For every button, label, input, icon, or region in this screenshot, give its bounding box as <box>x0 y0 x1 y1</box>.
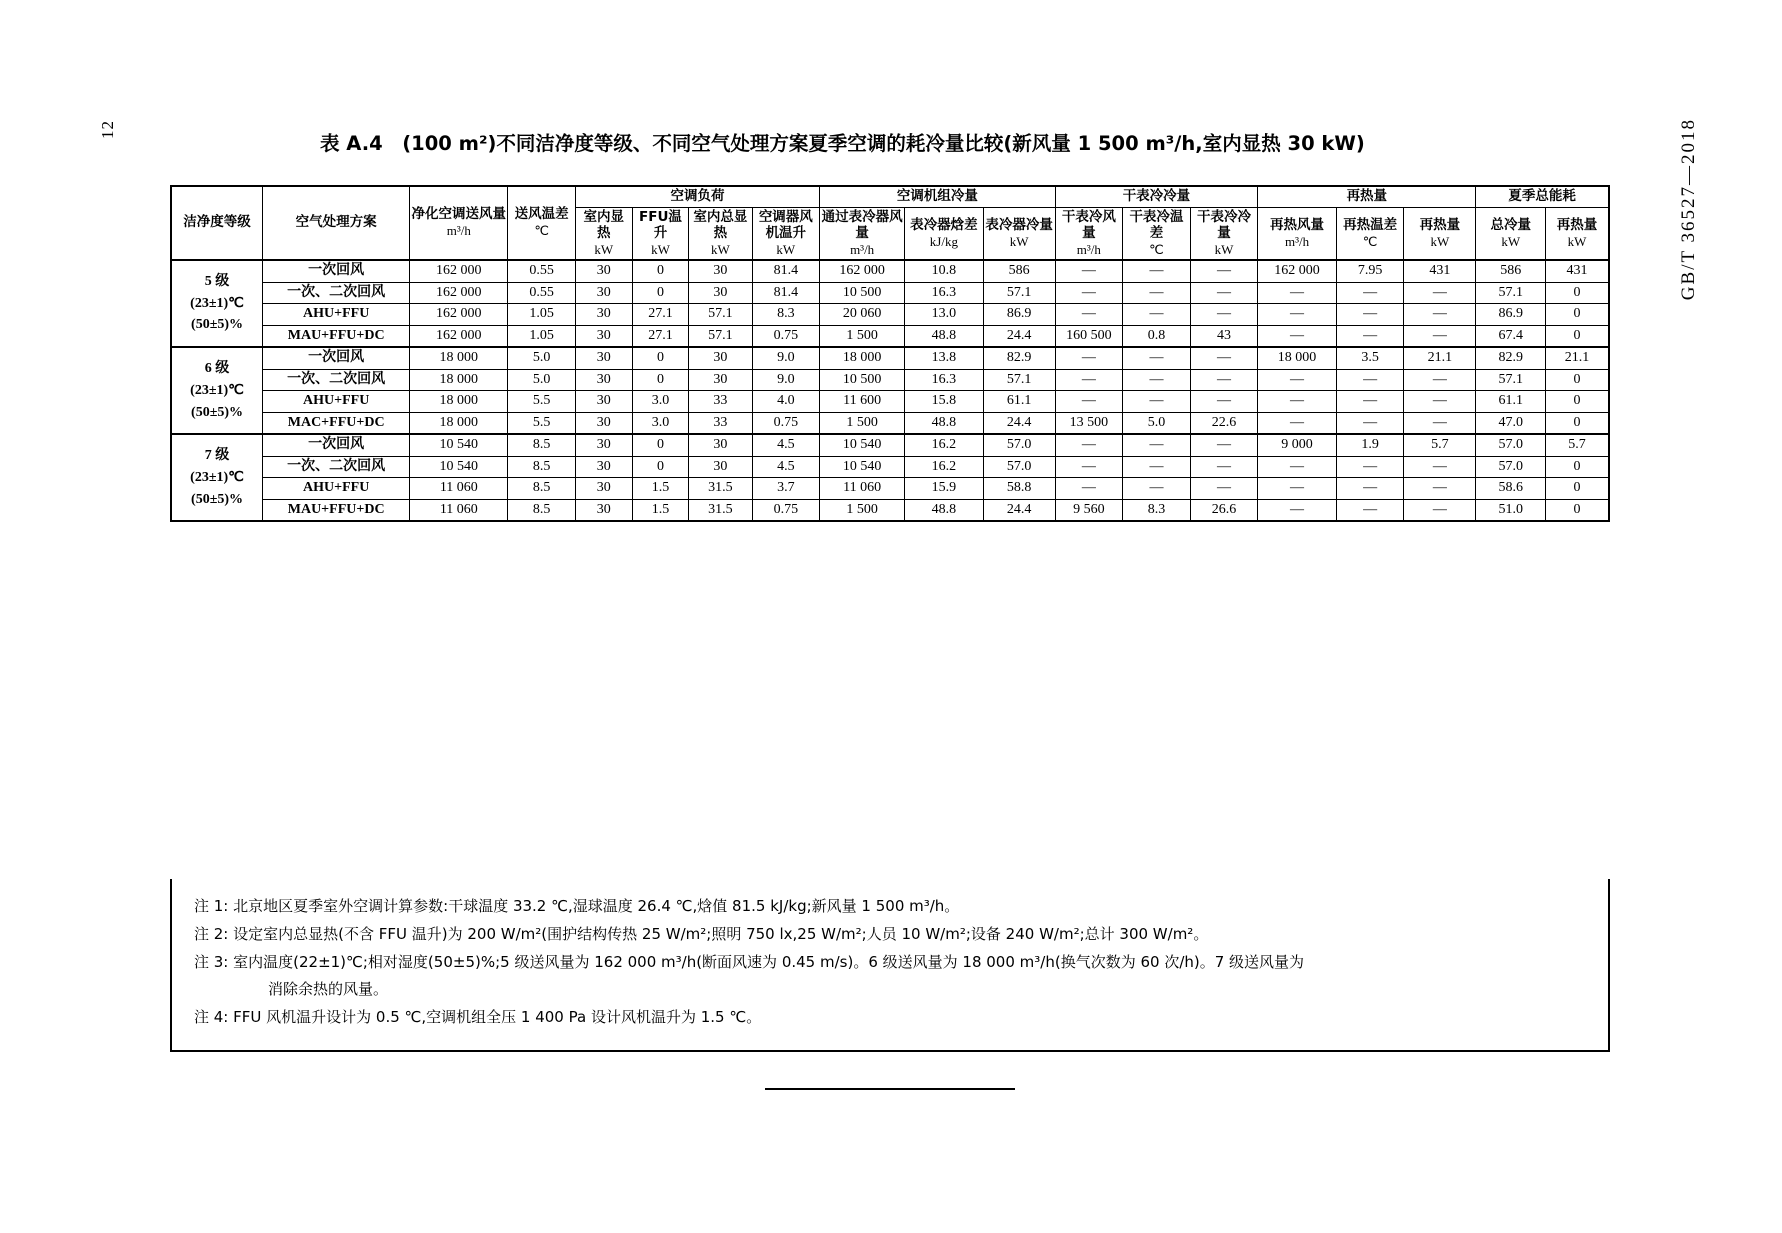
cell: — <box>1404 369 1476 391</box>
header-group-reheat: 再热量 <box>1258 186 1476 207</box>
cell: 4.0 <box>752 391 820 413</box>
cell: 13.0 <box>905 304 983 326</box>
cell: 0.55 <box>508 260 576 282</box>
table-row <box>171 304 1609 326</box>
cell: 67.4 <box>1476 325 1546 347</box>
cell: 81.4 <box>752 260 820 282</box>
cell: — <box>1123 369 1191 391</box>
header-supply-airflow: 净化空调送风量 m³/h <box>410 186 508 260</box>
cell: 30 <box>575 347 632 369</box>
header-supply-dt: 送风温差 ℃ <box>508 186 576 260</box>
cell: 162 000 <box>410 282 508 304</box>
cell: — <box>1336 478 1404 500</box>
cell: 1 500 <box>820 499 905 521</box>
cell: — <box>1258 325 1336 347</box>
cell: 57.0 <box>983 456 1055 478</box>
cell: 5.0 <box>508 347 576 369</box>
cell: 10 540 <box>820 434 905 456</box>
header-fan-rise: 空调器风机温升 kW <box>752 207 820 260</box>
note-item: 注 4: FFU 风机温升设计为 0.5 ℃,空调机组全压 1 400 Pa 设计风机温升为 1.5 ℃。 <box>194 1008 762 1026</box>
cell: 30 <box>575 260 632 282</box>
cell: 160 500 <box>1055 325 1123 347</box>
cell: 3.0 <box>632 412 689 434</box>
cell: 61.1 <box>1476 391 1546 413</box>
header-reheat-airflow: 再热风量 m³/h <box>1258 207 1336 260</box>
note-item: 注 3: 室内温度(22±1)℃;相对湿度(50±5)%;5 级送风量为 162 000 m³/h(断面风速为 0.45 m/s)。6 级送风量为 18 000 m³/h(换气次数为 60 次/h)。7 级送风量为 <box>194 952 1305 971</box>
cell: 30 <box>575 325 632 347</box>
cell: — <box>1055 434 1123 456</box>
cell: 30 <box>689 369 752 391</box>
cell: 5.0 <box>1123 412 1191 434</box>
cell: 0.75 <box>752 499 820 521</box>
cell: 3.0 <box>632 391 689 413</box>
cell: 1.05 <box>508 325 576 347</box>
cell: 9 560 <box>1055 499 1123 521</box>
header-dry-coil-cooling: 干表冷冷量 kW <box>1190 207 1258 260</box>
cell: 8.5 <box>508 478 576 500</box>
table-row <box>171 499 1609 521</box>
cell: 48.8 <box>905 325 983 347</box>
cell: 11 060 <box>410 478 508 500</box>
table-row <box>171 260 1609 282</box>
cell: — <box>1123 282 1191 304</box>
cell: — <box>1123 391 1191 413</box>
cell: 1.5 <box>632 478 689 500</box>
cell: 16.2 <box>905 434 983 456</box>
cell: 3.7 <box>752 478 820 500</box>
cell: 0.55 <box>508 282 576 304</box>
cell: 4.5 <box>752 456 820 478</box>
cell: 57.1 <box>1476 282 1546 304</box>
cell: 1.05 <box>508 304 576 326</box>
cell: 0 <box>1546 369 1609 391</box>
cell: 24.4 <box>983 412 1055 434</box>
cell: 30 <box>575 391 632 413</box>
cell: — <box>1336 412 1404 434</box>
group-header-row <box>171 186 1609 207</box>
cell: 10.8 <box>905 260 983 282</box>
cell: 0 <box>632 282 689 304</box>
table-container <box>170 185 1610 522</box>
cell: 10 540 <box>410 434 508 456</box>
cell: 3.5 <box>1336 347 1404 369</box>
cell: — <box>1055 478 1123 500</box>
grade-cell-6: 6 级 (23±1)℃ (50±5)% <box>171 347 263 434</box>
table-row <box>171 325 1609 347</box>
header-coil-enthalpy-diff: 表冷器焓差 kJ/kg <box>905 207 983 260</box>
cell: 48.8 <box>905 499 983 521</box>
cell: 10 500 <box>820 282 905 304</box>
note-item-continuation: 消除余热的风量。 <box>268 980 389 999</box>
cell: — <box>1190 391 1258 413</box>
cell: 162 000 <box>820 260 905 282</box>
cell: 9.0 <box>752 369 820 391</box>
scheme-cell: MAU+FFU+DC <box>263 325 410 347</box>
table-row <box>171 434 1609 456</box>
header-group-dry-coil: 干表冷冷量 <box>1055 186 1258 207</box>
header-total-reheat: 再热量 kW <box>1546 207 1609 260</box>
table-row <box>171 391 1609 413</box>
header-indoor-sensible: 室内显热 kW <box>575 207 632 260</box>
cell: 26.6 <box>1190 499 1258 521</box>
cell: 57.0 <box>983 434 1055 456</box>
header-ffu-rise: FFU温升 kW <box>632 207 689 260</box>
cell: 61.1 <box>983 391 1055 413</box>
cell: 31.5 <box>689 478 752 500</box>
cell: 33 <box>689 412 752 434</box>
cell: 18 000 <box>410 412 508 434</box>
cell: — <box>1190 456 1258 478</box>
cell: 5.0 <box>508 369 576 391</box>
cell: 162 000 <box>1258 260 1336 282</box>
scheme-cell: MAC+FFU+DC <box>263 412 410 434</box>
cell: 5.7 <box>1404 434 1476 456</box>
table-notes <box>170 879 1610 1052</box>
cell: 30 <box>689 347 752 369</box>
cell: — <box>1055 456 1123 478</box>
grade-cell-5: 5 级 (23±1)℃ (50±5)% <box>171 260 263 347</box>
cell: 15.8 <box>905 391 983 413</box>
cell: 1.5 <box>632 499 689 521</box>
scheme-cell: 一次、二次回风 <box>263 282 410 304</box>
cell: 0.8 <box>1123 325 1191 347</box>
header-dry-coil-dt: 干表冷温差 ℃ <box>1123 207 1191 260</box>
cell: 0 <box>1546 499 1609 521</box>
cell: 162 000 <box>410 325 508 347</box>
standard-code: GB/T 36527—2018 <box>1678 118 1699 301</box>
cell: 22.6 <box>1190 412 1258 434</box>
cell: — <box>1190 260 1258 282</box>
cell: — <box>1123 478 1191 500</box>
cell: 18 000 <box>410 391 508 413</box>
note-item: 注 2: 设定室内总显热(不含 FFU 温升)为 200 W/m²(围护结构传热 25 W/m²;照明 750 lx,25 W/m²;人员 10 W/m²;设备 240 W/m²;总计 300 W/m²。 <box>194 924 1209 943</box>
cell: 0 <box>1546 412 1609 434</box>
scheme-cell: AHU+FFU <box>263 391 410 413</box>
cell: 5.5 <box>508 412 576 434</box>
cell: 0 <box>632 260 689 282</box>
cell: 0 <box>632 369 689 391</box>
cell: 10 540 <box>820 456 905 478</box>
cell: 30 <box>575 304 632 326</box>
table-row <box>171 456 1609 478</box>
cell: 30 <box>575 478 632 500</box>
cell: 1 500 <box>820 325 905 347</box>
footer-rule <box>765 1088 1015 1090</box>
cell: 162 000 <box>410 304 508 326</box>
cell: — <box>1190 478 1258 500</box>
cell: 0 <box>1546 325 1609 347</box>
cell: — <box>1258 499 1336 521</box>
cell: 57.0 <box>1476 434 1546 456</box>
cell: 30 <box>575 412 632 434</box>
cell: 16.2 <box>905 456 983 478</box>
cell: 27.1 <box>632 304 689 326</box>
cell: 0 <box>1546 391 1609 413</box>
cell: — <box>1190 304 1258 326</box>
cell: 20 060 <box>820 304 905 326</box>
cell: 16.3 <box>905 282 983 304</box>
cell: 8.5 <box>508 456 576 478</box>
cell: 0 <box>1546 478 1609 500</box>
cell: — <box>1404 391 1476 413</box>
scheme-cell: 一次、二次回风 <box>263 369 410 391</box>
scheme-cell: 一次、二次回风 <box>263 456 410 478</box>
cell: 0.75 <box>752 412 820 434</box>
header-coil-airflow: 通过表冷器风量 m³/h <box>820 207 905 260</box>
cell: 10 500 <box>820 369 905 391</box>
header-reheat-amount: 再热量 kW <box>1404 207 1476 260</box>
cell: — <box>1190 369 1258 391</box>
cell: 0.75 <box>752 325 820 347</box>
cell: 57.1 <box>689 304 752 326</box>
cell: 11 060 <box>820 478 905 500</box>
table-row <box>171 282 1609 304</box>
cell: — <box>1258 478 1336 500</box>
cell: — <box>1404 456 1476 478</box>
cell: — <box>1190 347 1258 369</box>
cell: 43 <box>1190 325 1258 347</box>
header-group-total-energy: 夏季总能耗 <box>1476 186 1609 207</box>
table-title: 表 A.4 (100 m²)不同洁净度等级、不同空气处理方案夏季空调的耗冷量比较(新风量 1 500 m³/h,室内显热 30 kW) <box>320 132 1365 155</box>
table-body <box>171 260 1609 521</box>
table-row <box>171 478 1609 500</box>
cell: 57.1 <box>689 325 752 347</box>
comparison-table <box>170 185 1610 522</box>
scheme-cell: AHU+FFU <box>263 478 410 500</box>
cell: — <box>1055 304 1123 326</box>
cell: 13.8 <box>905 347 983 369</box>
cell: 8.5 <box>508 434 576 456</box>
cell: — <box>1123 347 1191 369</box>
cell: 9 000 <box>1258 434 1336 456</box>
cell: — <box>1123 434 1191 456</box>
cell: — <box>1055 260 1123 282</box>
scheme-cell: 一次回风 <box>263 260 410 282</box>
cell: 47.0 <box>1476 412 1546 434</box>
cell: 86.9 <box>1476 304 1546 326</box>
cell: 586 <box>1476 260 1546 282</box>
cell: 51.0 <box>1476 499 1546 521</box>
header-indoor-total-sensible: 室内总显热 kW <box>689 207 752 260</box>
cell: 16.3 <box>905 369 983 391</box>
cell: — <box>1258 456 1336 478</box>
cell: 30 <box>575 434 632 456</box>
header-group-ac-unit-cooling: 空调机组冷量 <box>820 186 1055 207</box>
cell: — <box>1404 499 1476 521</box>
cell: 33 <box>689 391 752 413</box>
cell: — <box>1190 282 1258 304</box>
cell: — <box>1258 282 1336 304</box>
cell: 7.95 <box>1336 260 1404 282</box>
cell: 431 <box>1546 260 1609 282</box>
cell: — <box>1258 304 1336 326</box>
cell: 30 <box>689 260 752 282</box>
cell: 0 <box>1546 304 1609 326</box>
cell: 18 000 <box>410 347 508 369</box>
cell: 24.4 <box>983 325 1055 347</box>
cell: — <box>1258 369 1336 391</box>
cell: 10 540 <box>410 456 508 478</box>
cell: — <box>1055 347 1123 369</box>
grade-cell-7: 7 级 (23±1)℃ (50±5)% <box>171 434 263 521</box>
page-number: 12 <box>98 120 117 139</box>
cell: 586 <box>983 260 1055 282</box>
header-scheme: 空气处理方案 <box>263 186 410 260</box>
scheme-cell: MAU+FFU+DC <box>263 499 410 521</box>
cell: 9.0 <box>752 347 820 369</box>
cell: 57.1 <box>1476 369 1546 391</box>
note-item: 注 1: 北京地区夏季室外空调计算参数:干球温度 33.2 ℃,湿球温度 26.4 ℃,焓值 81.5 kJ/kg;新风量 1 500 m³/h。 <box>194 897 960 915</box>
cell: 27.1 <box>632 325 689 347</box>
cell: 0 <box>1546 282 1609 304</box>
cell: 162 000 <box>410 260 508 282</box>
cell: — <box>1258 412 1336 434</box>
table-head <box>171 186 1609 260</box>
cell: 81.4 <box>752 282 820 304</box>
cell: 5.5 <box>508 391 576 413</box>
cell: — <box>1336 456 1404 478</box>
cell: — <box>1404 282 1476 304</box>
cell: — <box>1336 282 1404 304</box>
cell: 18 000 <box>1258 347 1336 369</box>
cell: — <box>1258 391 1336 413</box>
cell: 31.5 <box>689 499 752 521</box>
cell: 82.9 <box>1476 347 1546 369</box>
cell: 30 <box>575 282 632 304</box>
cell: — <box>1190 434 1258 456</box>
cell: 0 <box>632 434 689 456</box>
cell: 30 <box>689 456 752 478</box>
cell: 24.4 <box>983 499 1055 521</box>
cell: — <box>1336 304 1404 326</box>
cell: 0 <box>1546 456 1609 478</box>
cell: 86.9 <box>983 304 1055 326</box>
cell: 30 <box>575 499 632 521</box>
cell: — <box>1055 282 1123 304</box>
cell: 30 <box>575 456 632 478</box>
table-row <box>171 412 1609 434</box>
scheme-cell: AHU+FFU <box>263 304 410 326</box>
cell: 58.6 <box>1476 478 1546 500</box>
cell: — <box>1404 325 1476 347</box>
cell: — <box>1123 456 1191 478</box>
cell: — <box>1336 325 1404 347</box>
cell: 8.3 <box>1123 499 1191 521</box>
cell: — <box>1123 304 1191 326</box>
header-coil-cooling: 表冷器冷量 kW <box>983 207 1055 260</box>
cell: 18 000 <box>820 347 905 369</box>
cell: 57.1 <box>983 369 1055 391</box>
cell: — <box>1055 369 1123 391</box>
cell: — <box>1123 260 1191 282</box>
cell: 8.3 <box>752 304 820 326</box>
cell: 21.1 <box>1546 347 1609 369</box>
cell: 15.9 <box>905 478 983 500</box>
cell: — <box>1404 304 1476 326</box>
cell: 4.5 <box>752 434 820 456</box>
cell: 30 <box>689 282 752 304</box>
cell: — <box>1404 478 1476 500</box>
cell: 1 500 <box>820 412 905 434</box>
cell: 0 <box>632 347 689 369</box>
cell: 5.7 <box>1546 434 1609 456</box>
cell: 21.1 <box>1404 347 1476 369</box>
cell: 0 <box>632 456 689 478</box>
cell: — <box>1336 369 1404 391</box>
header-group-ac-load: 空调负荷 <box>575 186 819 207</box>
cell: 48.8 <box>905 412 983 434</box>
table-row <box>171 369 1609 391</box>
cell: 13 500 <box>1055 412 1123 434</box>
cell: 57.0 <box>1476 456 1546 478</box>
scheme-cell: 一次回风 <box>263 347 410 369</box>
cell: 58.8 <box>983 478 1055 500</box>
cell: 57.1 <box>983 282 1055 304</box>
header-reheat-dt: 再热温差 ℃ <box>1336 207 1404 260</box>
cell: 431 <box>1404 260 1476 282</box>
header-dry-coil-airflow: 干表冷风量 m³/h <box>1055 207 1123 260</box>
cell: 11 600 <box>820 391 905 413</box>
cell: 11 060 <box>410 499 508 521</box>
cell: — <box>1336 391 1404 413</box>
header-total-cooling: 总冷量 kW <box>1476 207 1546 260</box>
cell: 30 <box>575 369 632 391</box>
cell: 8.5 <box>508 499 576 521</box>
cell: — <box>1055 391 1123 413</box>
cell: — <box>1404 412 1476 434</box>
cell: 82.9 <box>983 347 1055 369</box>
table-row <box>171 347 1609 369</box>
cell: 1.9 <box>1336 434 1404 456</box>
cell: — <box>1336 499 1404 521</box>
cell: 30 <box>689 434 752 456</box>
cell: 18 000 <box>410 369 508 391</box>
header-grade: 洁净度等级 <box>171 186 263 260</box>
scheme-cell: 一次回风 <box>263 434 410 456</box>
